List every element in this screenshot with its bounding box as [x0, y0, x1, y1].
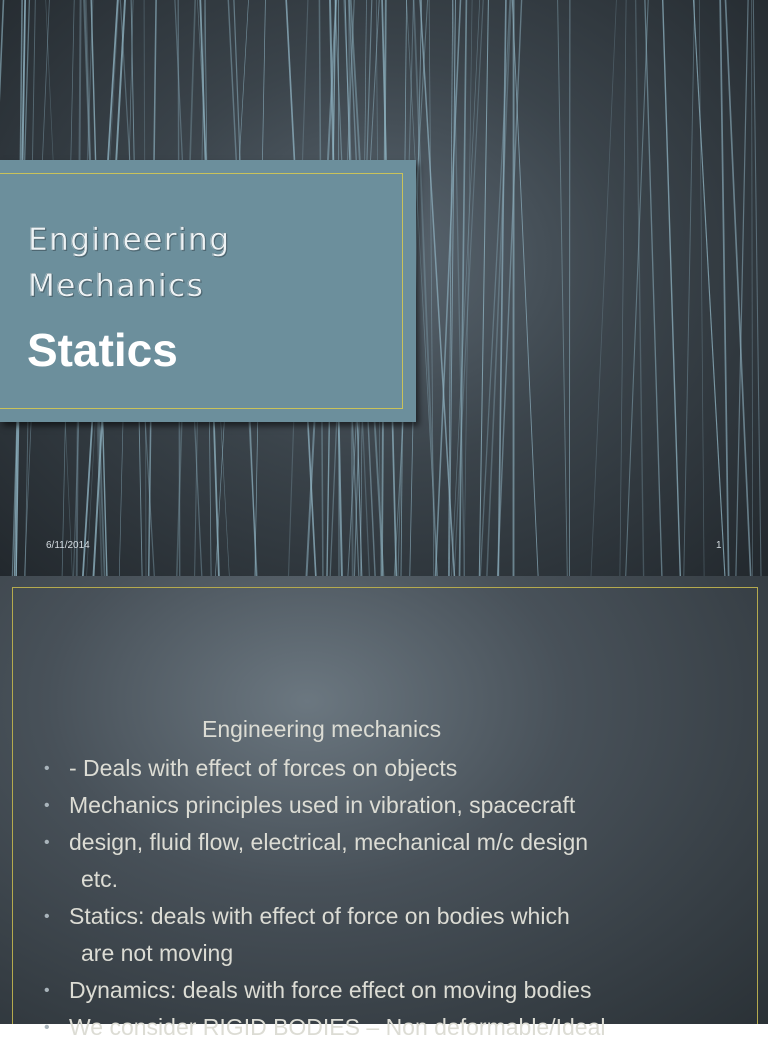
- slide-number: 1: [716, 540, 722, 551]
- bullet-icon: •: [44, 787, 50, 824]
- content-heading: Engineering mechanics: [202, 716, 441, 743]
- list-item: [44, 1009, 744, 1046]
- bullet-text: Mechanics principles used in vibration, spacecraft: [69, 792, 575, 818]
- bullet-continuation: etc.: [69, 861, 744, 898]
- bullet-text: Statics: deals with effect of force on bodies which: [69, 903, 570, 929]
- list-item: [44, 972, 744, 1009]
- list-item: [44, 787, 744, 824]
- bullet-text: Dynamics: deals with force effect on moving bodies: [69, 977, 591, 1003]
- bullet-icon: •: [44, 824, 50, 861]
- list-item: [44, 750, 744, 787]
- bullet-text: design, fluid flow, electrical, mechanical m/c design: [69, 829, 588, 855]
- bullet-icon: •: [44, 750, 50, 787]
- list-item: [44, 898, 744, 972]
- slide-title-line-2: Mechanics: [28, 268, 204, 304]
- footer-date: 6/11/2014: [46, 540, 90, 551]
- bullet-text: - Deals with effect of forces on objects: [69, 755, 457, 781]
- bullet-continuation: are not moving: [69, 935, 744, 972]
- bullet-icon: •: [44, 1009, 50, 1046]
- bullet-text: We consider RIGID BODIES – Non deformable/Ideal: [69, 1014, 605, 1040]
- list-item: [44, 824, 744, 898]
- bullet-icon: •: [44, 972, 50, 1009]
- slide-subtitle: Statics: [27, 323, 178, 377]
- slide-title-line-1: Engineering: [28, 222, 231, 258]
- bullet-icon: •: [44, 898, 50, 935]
- bullet-list: [44, 750, 744, 1046]
